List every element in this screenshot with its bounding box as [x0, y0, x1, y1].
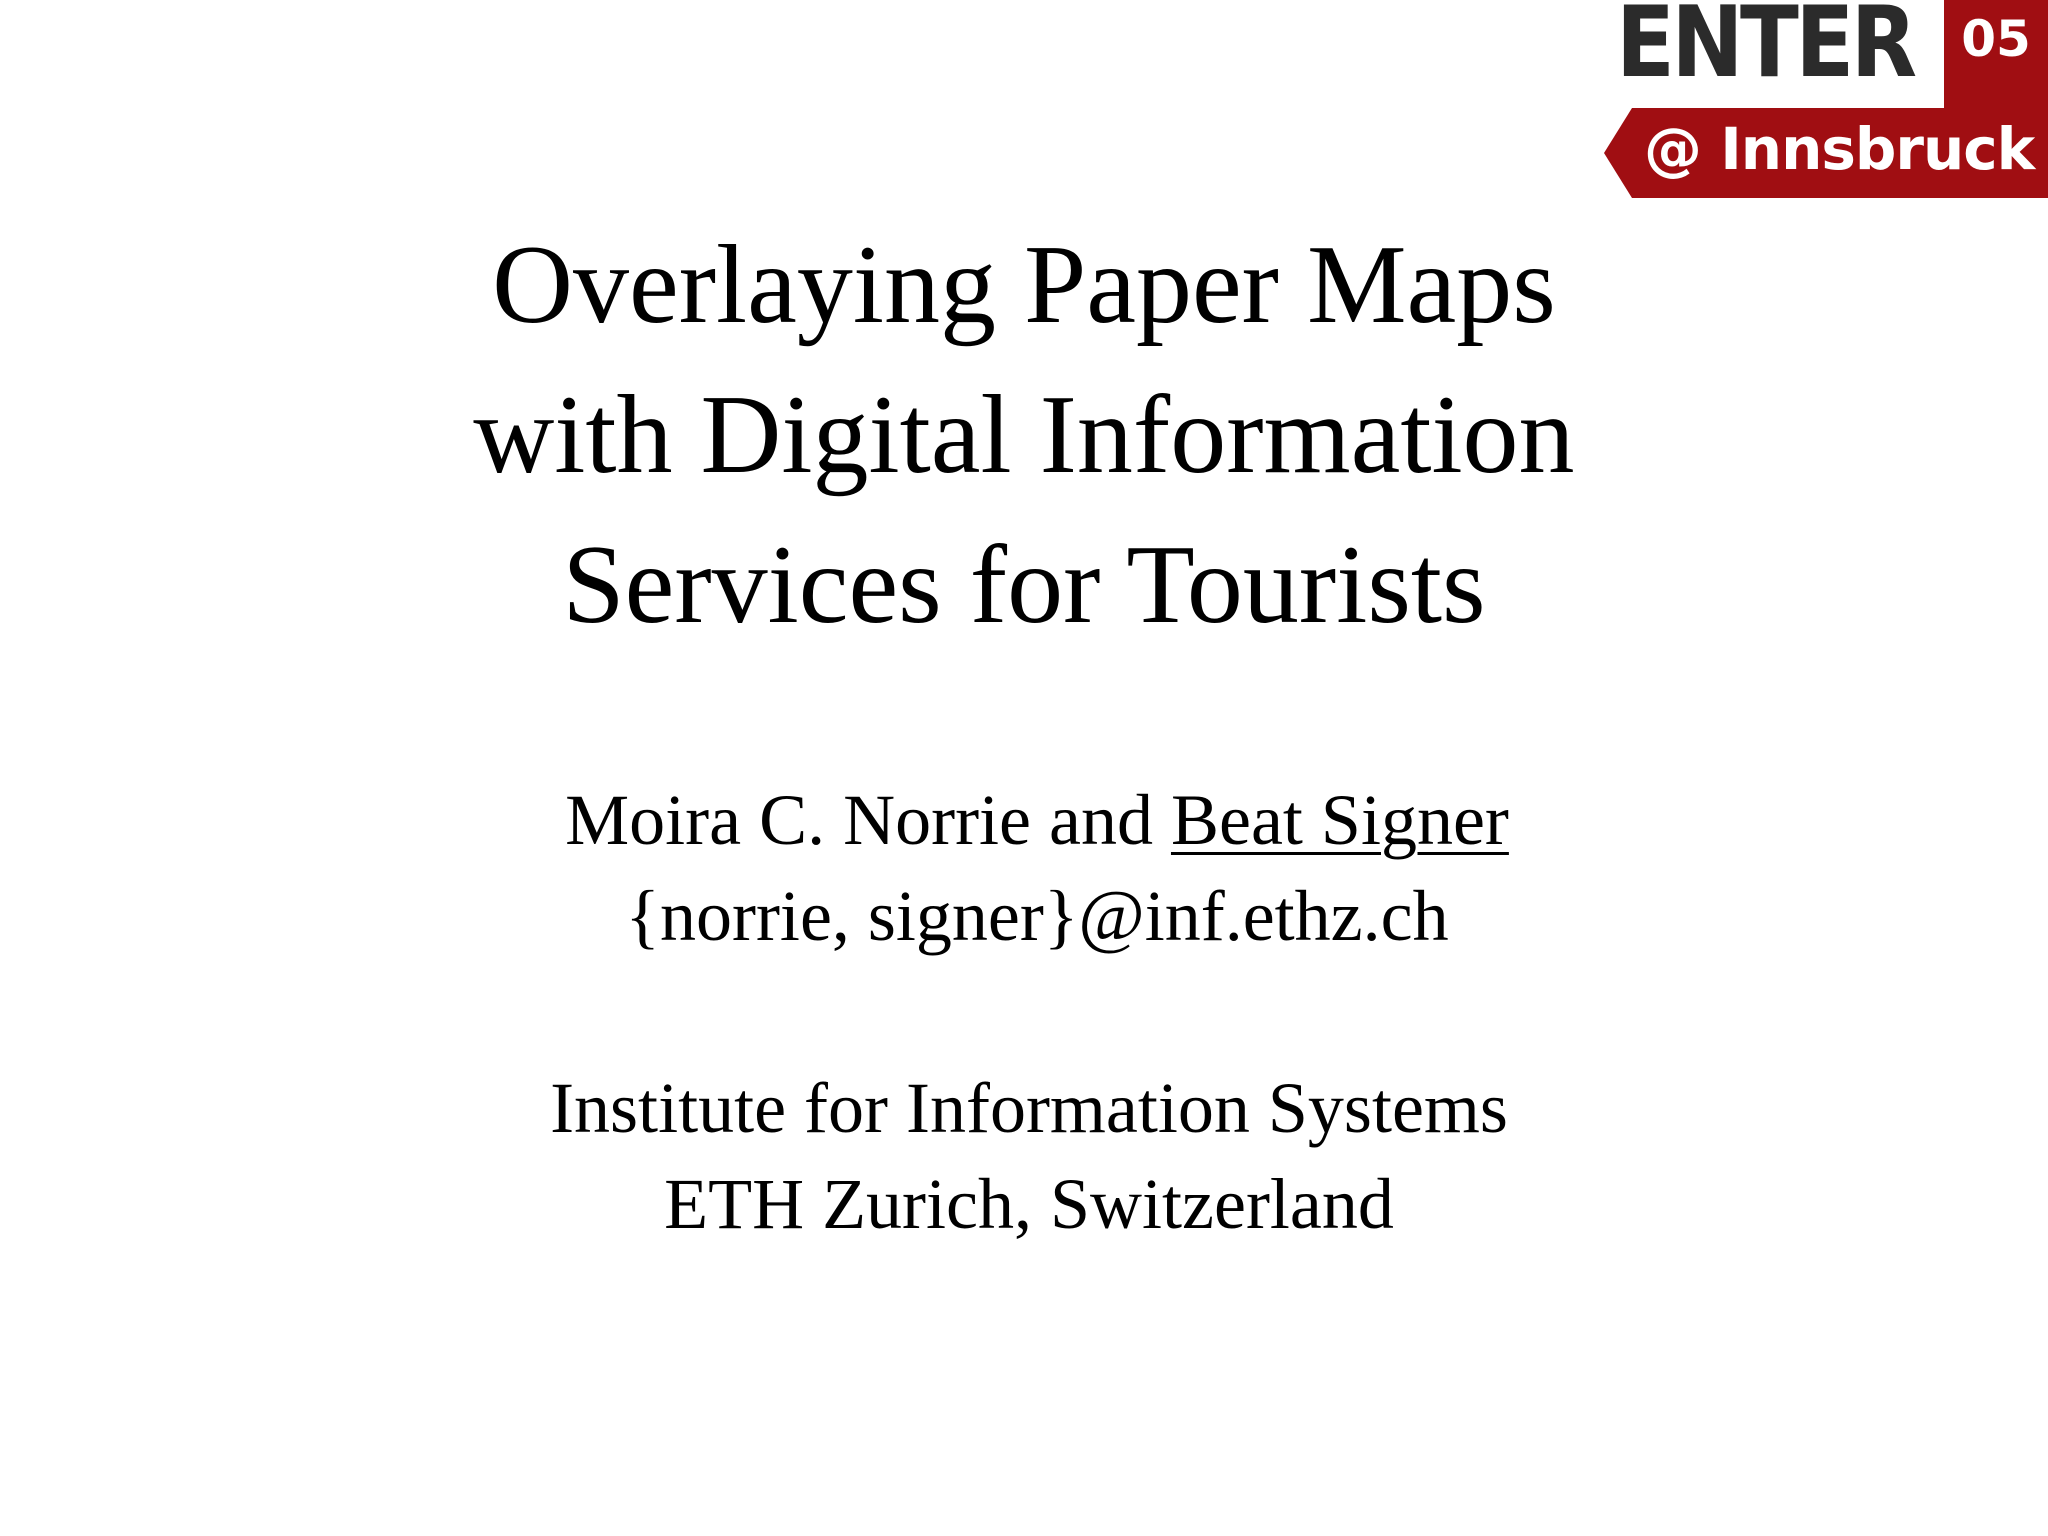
institution-block — [0, 1060, 2048, 1252]
author-names — [0, 772, 2048, 868]
title-line-1: Overlaying Paper Maps — [492, 223, 1556, 347]
slide-title — [0, 210, 2048, 660]
institution-line-2: ETH Zurich, Switzerland — [664, 1164, 1394, 1244]
presenter-name: Beat Signer — [1170, 780, 1509, 860]
logo-location: @ Innsbruck — [1644, 115, 2035, 183]
logo-year-badge — [1944, 0, 2048, 110]
institution-line-1: Institute for Information Systems — [550, 1068, 1508, 1148]
authors-block — [0, 772, 2048, 964]
logo-word: ENTER — [1616, 0, 1914, 100]
title-line-2: with Digital Information — [473, 373, 1575, 497]
logo-location-banner — [1604, 108, 2048, 198]
author-email: {norrie, signer}@inf.ethz.ch — [625, 876, 1449, 956]
author-names-prefix: Moira C. Norrie and — [565, 780, 1171, 860]
title-line-3: Services for Tourists — [562, 523, 1486, 647]
logo-year: 05 — [1961, 10, 2031, 68]
conference-logo — [1604, 0, 2048, 200]
